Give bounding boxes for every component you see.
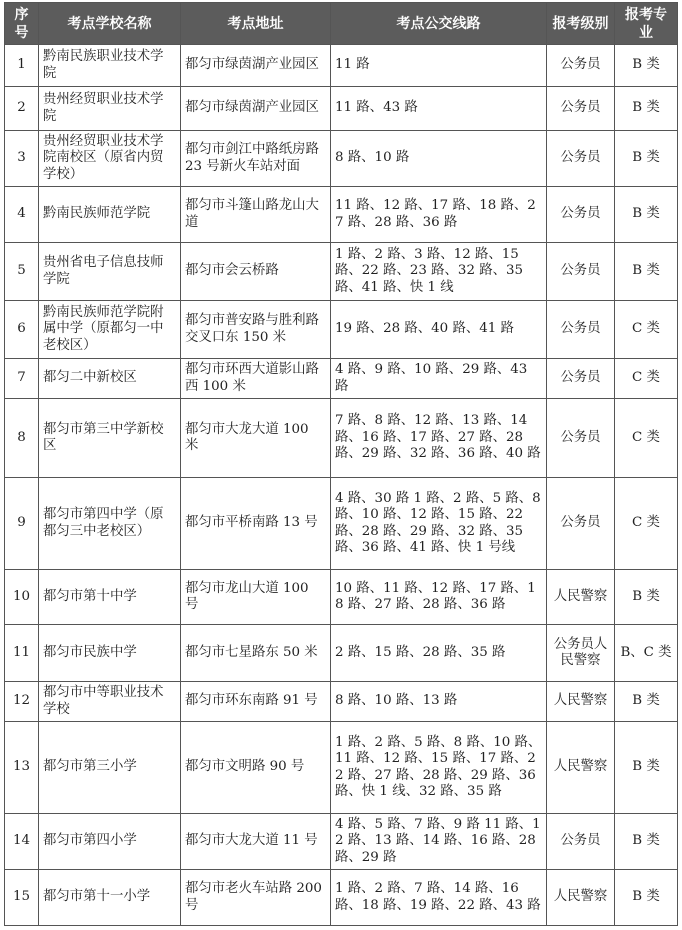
exam-level-cell: 公务员 (547, 243, 615, 301)
header-address: 考点地址 (181, 3, 331, 45)
school-name-cell: 都匀市第十一小学 (39, 870, 181, 926)
exam-venue-table (4, 2, 678, 926)
venue-address-cell: 都匀市会云桥路 (181, 243, 331, 301)
venue-address-cell: 都匀市环东南路 91 号 (181, 682, 331, 722)
bus-routes-cell: 1 路、2 路、5 路、8 路、10 路、11 路、12 路、15 路、17 路、22 路、27 路、28 路、29 路、36 路、快 1 线、32 路、35 路 (331, 722, 547, 814)
school-name-cell: 都匀市第三小学 (39, 722, 181, 814)
bus-routes-cell: 1 路、2 路、7 路、14 路、16 路、18 路、19 路、22 路、43 路 (331, 870, 547, 926)
row-index-cell: 1 (5, 45, 39, 87)
exam-category-cell: B 类 (615, 870, 678, 926)
venue-address-cell: 都匀市龙山大道 100 号 (181, 570, 331, 625)
table-row (5, 399, 678, 478)
venue-address-cell: 都匀市环西大道影山路西 100 米 (181, 359, 331, 399)
table-row (5, 814, 678, 870)
bus-routes-cell: 8 路、10 路、13 路 (331, 682, 547, 722)
exam-level-cell: 公务员 (547, 399, 615, 478)
exam-level-cell: 公务员 (547, 814, 615, 870)
exam-level-cell: 人民警察 (547, 682, 615, 722)
table-row (5, 359, 678, 399)
row-index-cell: 3 (5, 131, 39, 187)
venue-address-cell: 都匀市老火车站路 200 号 (181, 870, 331, 926)
exam-level-cell: 公务员 (547, 131, 615, 187)
table-header-row (5, 3, 678, 45)
venue-address-cell: 都匀市平桥南路 13 号 (181, 478, 331, 570)
exam-level-cell: 人民警察 (547, 570, 615, 625)
school-name-cell: 贵州经贸职业技术学院南校区（原省内贸学校） (39, 131, 181, 187)
bus-routes-cell: 19 路、28 路、40 路、41 路 (331, 301, 547, 359)
bus-routes-cell: 8 路、10 路 (331, 131, 547, 187)
exam-level-cell: 公务员 (547, 87, 615, 131)
table-row (5, 187, 678, 243)
school-name-cell: 都匀市第三中学新校区 (39, 399, 181, 478)
exam-level-cell: 公务员人民警察 (547, 625, 615, 682)
school-name-cell: 都匀市第十中学 (39, 570, 181, 625)
school-name-cell: 都匀市第四中学（原都匀三中老校区） (39, 478, 181, 570)
exam-category-cell: C 类 (615, 359, 678, 399)
venue-address-cell: 都匀市大龙大道 100 米 (181, 399, 331, 478)
table-row (5, 570, 678, 625)
table-row (5, 478, 678, 570)
exam-category-cell: B 类 (615, 570, 678, 625)
row-index-cell: 13 (5, 722, 39, 814)
bus-routes-cell: 4 路、30 路 1 路、2 路、5 路、8 路、10 路、12 路、15 路、22 路、28 路、29 路、32 路、35 路、36 路、41 路、快 1 号线 (331, 478, 547, 570)
table-row (5, 301, 678, 359)
exam-category-cell: B 类 (615, 722, 678, 814)
row-index-cell: 2 (5, 87, 39, 131)
header-exam-category: 报考专业 (615, 3, 678, 45)
table-row (5, 682, 678, 722)
bus-routes-cell: 11 路、12 路、17 路、18 路、27 路、28 路、36 路 (331, 187, 547, 243)
bus-routes-cell: 2 路、15 路、28 路、35 路 (331, 625, 547, 682)
school-name-cell: 贵州经贸职业技术学院 (39, 87, 181, 131)
table-row (5, 87, 678, 131)
exam-category-cell: B 类 (615, 87, 678, 131)
table-row (5, 131, 678, 187)
exam-category-cell: B 类 (615, 682, 678, 722)
header-index: 序号 (5, 3, 39, 45)
bus-routes-cell: 4 路、5 路、7 路、9 路 11 路、12 路、13 路、14 路、16 路、28 路、29 路 (331, 814, 547, 870)
header-school-name: 考点学校名称 (39, 3, 181, 45)
row-index-cell: 9 (5, 478, 39, 570)
exam-category-cell: B 类 (615, 45, 678, 87)
school-name-cell: 黔南民族师范学院附属中学（原都匀一中老校区） (39, 301, 181, 359)
exam-category-cell: B 类 (615, 814, 678, 870)
table-row (5, 625, 678, 682)
exam-category-cell: B 类 (615, 187, 678, 243)
bus-routes-cell: 10 路、11 路、12 路、17 路、18 路、27 路、28 路、36 路 (331, 570, 547, 625)
venue-address-cell: 都匀市剑江中路纸房路 23 号新火车站对面 (181, 131, 331, 187)
header-bus-routes: 考点公交线路 (331, 3, 547, 45)
venue-address-cell: 都匀市文明路 90 号 (181, 722, 331, 814)
exam-level-cell: 公务员 (547, 187, 615, 243)
venue-address-cell: 都匀市大龙大道 11 号 (181, 814, 331, 870)
bus-routes-cell: 11 路、43 路 (331, 87, 547, 131)
row-index-cell: 4 (5, 187, 39, 243)
school-name-cell: 都匀市第四小学 (39, 814, 181, 870)
exam-category-cell: C 类 (615, 399, 678, 478)
school-name-cell: 黔南民族职业技术学院 (39, 45, 181, 87)
exam-category-cell: C 类 (615, 478, 678, 570)
bus-routes-cell: 1 路、2 路、3 路、12 路、15 路、22 路、23 路、32 路、35 路、41 路、快 1 线 (331, 243, 547, 301)
venue-address-cell: 都匀市七星路东 50 米 (181, 625, 331, 682)
exam-level-cell: 人民警察 (547, 722, 615, 814)
school-name-cell: 黔南民族师范学院 (39, 187, 181, 243)
venue-address-cell: 都匀市斗篷山路龙山大道 (181, 187, 331, 243)
table-row (5, 243, 678, 301)
table-row (5, 870, 678, 926)
exam-level-cell: 公务员 (547, 301, 615, 359)
row-index-cell: 12 (5, 682, 39, 722)
header-exam-level: 报考级别 (547, 3, 615, 45)
row-index-cell: 15 (5, 870, 39, 926)
row-index-cell: 5 (5, 243, 39, 301)
exam-level-cell: 公务员 (547, 478, 615, 570)
row-index-cell: 14 (5, 814, 39, 870)
exam-category-cell: C 类 (615, 301, 678, 359)
row-index-cell: 7 (5, 359, 39, 399)
exam-level-cell: 公务员 (547, 359, 615, 399)
venue-address-cell: 都匀市普安路与胜利路交叉口东 150 米 (181, 301, 331, 359)
table-row (5, 45, 678, 87)
exam-category-cell: B 类 (615, 243, 678, 301)
exam-category-cell: B 类 (615, 131, 678, 187)
school-name-cell: 贵州省电子信息技师学院 (39, 243, 181, 301)
venue-address-cell: 都匀市绿茵湖产业园区 (181, 87, 331, 131)
school-name-cell: 都匀二中新校区 (39, 359, 181, 399)
row-index-cell: 8 (5, 399, 39, 478)
venue-address-cell: 都匀市绿茵湖产业园区 (181, 45, 331, 87)
school-name-cell: 都匀市民族中学 (39, 625, 181, 682)
row-index-cell: 10 (5, 570, 39, 625)
exam-level-cell: 人民警察 (547, 870, 615, 926)
table-row (5, 722, 678, 814)
school-name-cell: 都匀市中等职业技术学校 (39, 682, 181, 722)
row-index-cell: 6 (5, 301, 39, 359)
row-index-cell: 11 (5, 625, 39, 682)
bus-routes-cell: 11 路 (331, 45, 547, 87)
exam-category-cell: B、C 类 (615, 625, 678, 682)
exam-level-cell: 公务员 (547, 45, 615, 87)
bus-routes-cell: 7 路、8 路、12 路、13 路、14 路、16 路、17 路、27 路、28 路、29 路、32 路、36 路、40 路 (331, 399, 547, 478)
bus-routes-cell: 4 路、9 路、10 路、29 路、43 路 (331, 359, 547, 399)
